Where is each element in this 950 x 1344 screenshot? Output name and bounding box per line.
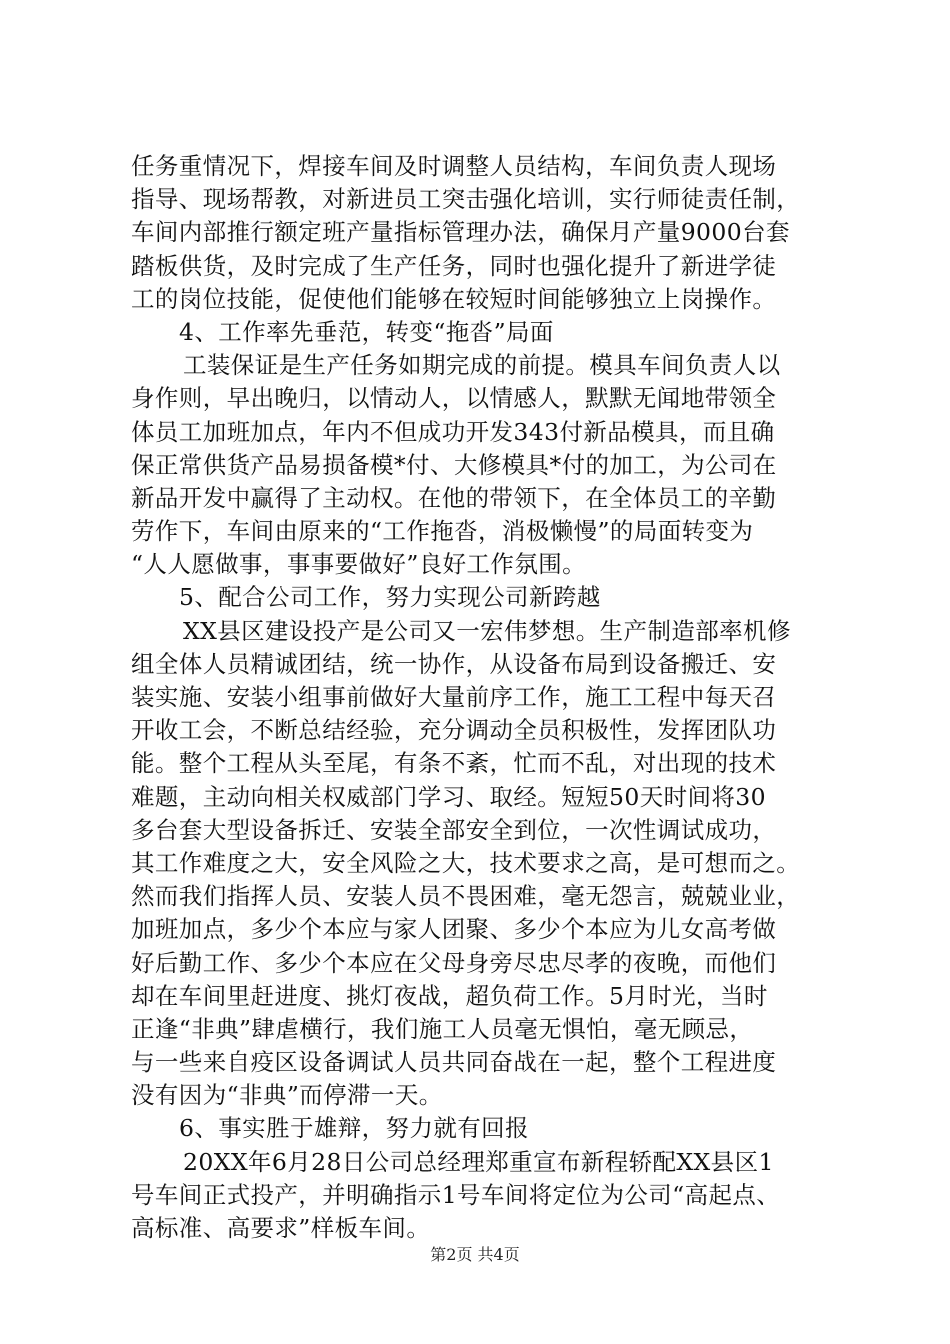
text-line: 开收工会，不断总结经验，充分调动全员积极性，发挥团队功 xyxy=(131,716,777,745)
paragraph-start: XX县区建设投产是公司又一宏伟梦想。生产制造部率机修 xyxy=(183,616,791,645)
text-line: “人人愿做事，事事要做好”良好工作氛围。 xyxy=(131,550,587,579)
text-line: 新品开发中赢得了主动权。在他的带领下，在全体员工的辛勤 xyxy=(131,483,777,512)
document-body xyxy=(131,150,851,1245)
section-heading-4: 4、工作率先垂范，转变“拖沓”局面 xyxy=(179,317,554,346)
text-line: 指导、现场帮教，对新进员工突击强化培训，实行师徒责任制， xyxy=(131,185,801,214)
text-line: 其工作难度之大，安全风险之大，技术要求之高，是可想而之。 xyxy=(131,848,801,877)
text-line: 车间内部推行额定班产量指标管理办法，确保月产量9000台套 xyxy=(131,218,790,247)
text-line: 号车间正式投产，并明确指示1号车间将定位为公司“高起点、 xyxy=(131,1180,781,1209)
paragraph-start: 20XX年6月28日公司总经理郑重宣布新程轿配XX县区1 xyxy=(183,1147,774,1176)
section-heading-5: 5、配合公司工作，努力实现公司新跨越 xyxy=(179,583,601,612)
text-line: 难题，主动向相关权威部门学习、取经。短短50天时间将30 xyxy=(131,782,767,811)
text-line: 没有因为“非典”而停滞一天。 xyxy=(131,1081,443,1110)
text-line: 任务重情况下，焊接车间及时调整人员结构，车间负责人现场 xyxy=(131,152,777,180)
text-line: 保正常供货产品易损备模*付、大修模具*付的加工，为公司在 xyxy=(131,450,777,479)
paragraph-start: 工装保证是生产任务如期完成的前提。模具车间负责人以 xyxy=(183,351,781,380)
text-line: 踏板供货，及时完成了生产任务，同时也强化提升了新进学徒 xyxy=(131,251,777,280)
text-line: 装实施、安装小组事前做好大量前序工作，施工工程中每天召 xyxy=(131,683,777,711)
text-line: 工的岗位技能，促使他们能够在较短时间能够独立上岗操作。 xyxy=(131,284,777,313)
text-line: 劳作下，车间由原来的“工作拖沓，消极懒慢”的局面转变为 xyxy=(131,517,754,546)
text-line: 与一些来自疫区设备调试人员共同奋战在一起，整个工程进度 xyxy=(131,1048,777,1077)
text-line: 然而我们指挥人员、安装人员不畏困难，毫无怨言，兢兢业业， xyxy=(131,882,801,911)
text-line: 高标准、高要求”样板车间。 xyxy=(131,1214,431,1242)
text-line: 身作则，早出晚归，以情动人，以情感人，默默无闻地带领全 xyxy=(131,384,777,413)
section-heading-6: 6、事实胜于雄辩，努力就有回报 xyxy=(179,1114,529,1143)
text-line: 组全体人员精诚团结，统一协作，从设备布局到设备搬迁、安 xyxy=(131,649,777,678)
text-line: 好后勤工作、多少个本应在父母身旁尽忠尽孝的夜晚，而他们 xyxy=(131,948,777,977)
text-line: 正逢“非典”肆虐横行，我们施工人员毫无惧怕，毫无顾忌， xyxy=(131,1014,754,1043)
text-line: 多台套大型设备拆迁、安装全部安全到位，一次性调试成功， xyxy=(131,815,777,844)
text-line: 体员工加班加点，年内不但成功开发343付新品模具，而且确 xyxy=(131,417,775,446)
text-line: 却在车间里赶进度、挑灯夜战，超负荷工作。5月时光，当时 xyxy=(131,981,768,1010)
text-line: 加班加点，多少个本应与家人团聚、多少个本应为儿女高考做 xyxy=(131,915,777,944)
text-line: 能。整个工程从头至尾，有条不紊，忙而不乱，对出现的技术 xyxy=(131,749,777,778)
page-number-footer: 第2页 共4页 xyxy=(430,1245,520,1264)
